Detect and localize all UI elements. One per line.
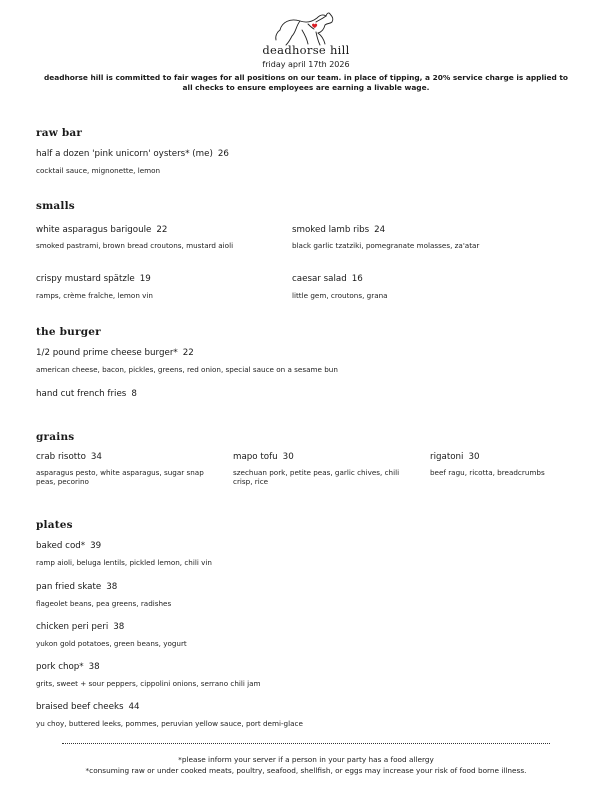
menu-date: friday april 17th 2026 bbox=[262, 60, 350, 69]
item-name: half a dozen 'pink unicorn' oysters* (me) bbox=[36, 149, 213, 159]
item-price: 30 bbox=[468, 452, 480, 462]
item-name: caesar salad bbox=[292, 274, 347, 284]
item-description: grits, sweet + sour peppers, cippolini onions, serrano chili jam bbox=[36, 679, 261, 688]
menu-item bbox=[36, 274, 266, 300]
service-charge-notice bbox=[30, 73, 582, 93]
item-price: 38 bbox=[113, 622, 125, 632]
item-description: cocktail sauce, mignonette, lemon bbox=[36, 166, 161, 175]
item-description: ramp aioli, beluga lentils, pickled lemon, chili vin bbox=[36, 558, 212, 567]
section-title-grains: grains bbox=[36, 431, 75, 443]
item-description: szechuan pork, petite peas, garlic chives, chili crisp, rice bbox=[233, 468, 400, 486]
menu-item bbox=[36, 348, 576, 374]
item-description: asparagus pesto, white asparagus, sugar snap peas, pecorino bbox=[36, 468, 204, 486]
item-description: flageolet beans, pea greens, radishes bbox=[36, 599, 172, 608]
item-price: 16 bbox=[351, 274, 363, 284]
item-price: 24 bbox=[374, 225, 386, 235]
notice-line-1: deadhorse hill is committed to fair wages for all positions on our team. in place of tipping, a 20% service charge is applied to bbox=[43, 73, 569, 82]
item-name: smoked lamb ribs bbox=[292, 225, 370, 235]
item-description: yukon gold potatoes, green beans, yogurt bbox=[36, 639, 187, 648]
item-description: black garlic tzatziki, pomegranate molasses, za'atar bbox=[292, 241, 480, 250]
item-name: rigatoni bbox=[430, 452, 464, 462]
menu-item bbox=[36, 452, 216, 486]
notice-line-2: all checks to ensure employees are earning a livable wage. bbox=[182, 83, 430, 92]
dotted-divider bbox=[62, 743, 550, 744]
item-price: 19 bbox=[139, 274, 151, 284]
item-description: smoked pastrami, brown bread croutons, mustard aioli bbox=[36, 241, 234, 250]
item-name: crispy mustard spätzle bbox=[36, 274, 135, 284]
item-description: beef ragu, ricotta, breadcrumbs bbox=[430, 468, 545, 477]
menu-item bbox=[36, 702, 576, 728]
menu-item bbox=[36, 541, 576, 567]
item-description: yu choy, buttered leeks, pommes, peruvian yellow sauce, port demi-glace bbox=[36, 719, 303, 728]
item-name: braised beef cheeks bbox=[36, 702, 124, 712]
raw-food-warning: *consuming raw or under cooked meats, poultry, seafood, shellfish, or eggs may increase your risk of food borne illness. bbox=[85, 766, 527, 775]
item-price: 8 bbox=[131, 389, 137, 399]
item-description: ramps, crème fraîche, lemon vin bbox=[36, 291, 153, 300]
menu-item bbox=[36, 225, 271, 250]
menu-item bbox=[292, 274, 522, 300]
section-title-burger: the burger bbox=[36, 326, 101, 338]
item-name: mapo tofu bbox=[233, 452, 278, 462]
section-title-raw-bar: raw bar bbox=[36, 127, 83, 139]
menu-item bbox=[430, 452, 600, 477]
section-title-smalls: smalls bbox=[36, 200, 75, 212]
item-name: chicken peri peri bbox=[36, 622, 109, 632]
item-name: 1/2 pound prime cheese burger* bbox=[36, 348, 178, 358]
section-title-plates: plates bbox=[36, 519, 73, 531]
item-price: 22 bbox=[182, 348, 194, 358]
menu-item bbox=[36, 582, 576, 608]
restaurant-name: deadhorse hill bbox=[262, 43, 350, 57]
item-name: pan fried skate bbox=[36, 582, 102, 592]
menu-item bbox=[233, 452, 413, 486]
item-name: baked cod* bbox=[36, 541, 86, 551]
menu-item bbox=[36, 389, 576, 400]
item-price: 38 bbox=[88, 662, 100, 672]
item-name: white asparagus barigoule bbox=[36, 225, 152, 235]
item-price: 44 bbox=[128, 702, 140, 712]
menu-item bbox=[36, 662, 576, 688]
item-name: hand cut french fries bbox=[36, 389, 127, 399]
item-name: crab risotto bbox=[36, 452, 86, 462]
allergy-notice: *please inform your server if a person in your party has a food allergy bbox=[178, 755, 434, 764]
item-price: 26 bbox=[217, 149, 229, 159]
menu-item bbox=[36, 149, 576, 175]
item-description: little gem, croutons, grana bbox=[292, 291, 388, 300]
item-price: 38 bbox=[106, 582, 118, 592]
item-description: american cheese, bacon, pickles, greens, red onion, special sauce on a sesame bun bbox=[36, 365, 338, 374]
item-price: 30 bbox=[282, 452, 294, 462]
menu-item bbox=[36, 622, 576, 648]
item-price: 39 bbox=[90, 541, 102, 551]
item-name: pork chop* bbox=[36, 662, 84, 672]
item-price: 34 bbox=[90, 452, 102, 462]
item-price: 22 bbox=[156, 225, 168, 235]
menu-item bbox=[292, 225, 592, 250]
